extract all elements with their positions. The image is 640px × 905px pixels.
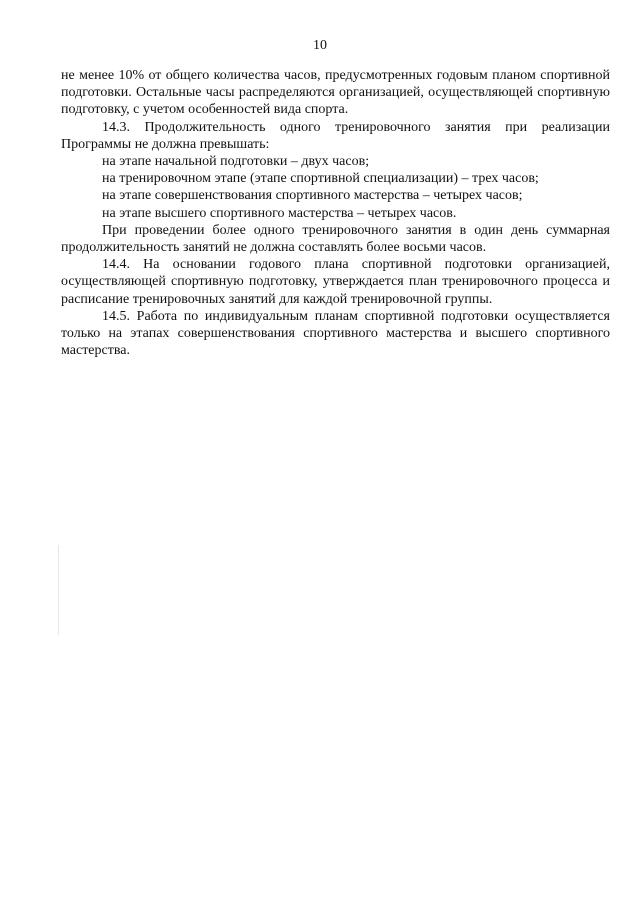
list-item-highest-stage: на этапе высшего спортивного мастерства – четырех часов. <box>102 205 457 221</box>
paragraph-hours-distribution: не менее 10% от общего количества часов, предусмотренных годовым планом спортивной подготовки. Остальные часы распределяются организацией, осуществляющей спортивную подготовку, с учетом особенностей вида спорта. <box>61 68 610 118</box>
paragraph-14-3: 14.3. Продолжительность одного тренировочного занятия при реализации Программы не должна превышать: <box>61 119 610 152</box>
list-item-initial-stage: на этапе начальной подготовки – двух часов; <box>102 154 370 170</box>
paragraph-multiple-sessions: При проведении более одного тренировочного занятия в один день суммарная продолжительность занятий не должна составлять более восьми часов. <box>61 222 610 256</box>
page-number: 10 <box>313 38 327 53</box>
paragraph-14-4: 14.4. На основании годового плана спортивной подготовки организацией, осуществляющей спортивную подготовку, утверждается план тренировочного процесса и расписание тренировочных занятий для каждой тренировочной группы. <box>61 257 610 307</box>
list-item-improvement-stage: на этапе совершенствования спортивного мастерства – четырех часов; <box>102 188 523 204</box>
paragraph-14-5: 14.5. Работа по индивидуальным планам спортивной подготовки осуществляется только на этапах совершенствования спортивного мастерства и высшего спортивного мастерства. <box>61 308 610 359</box>
scan-artifact <box>58 545 59 635</box>
list-item-training-stage: на тренировочном этапе (этапе спортивной специализации) – трех часов; <box>102 171 539 187</box>
document-body <box>61 67 610 359</box>
